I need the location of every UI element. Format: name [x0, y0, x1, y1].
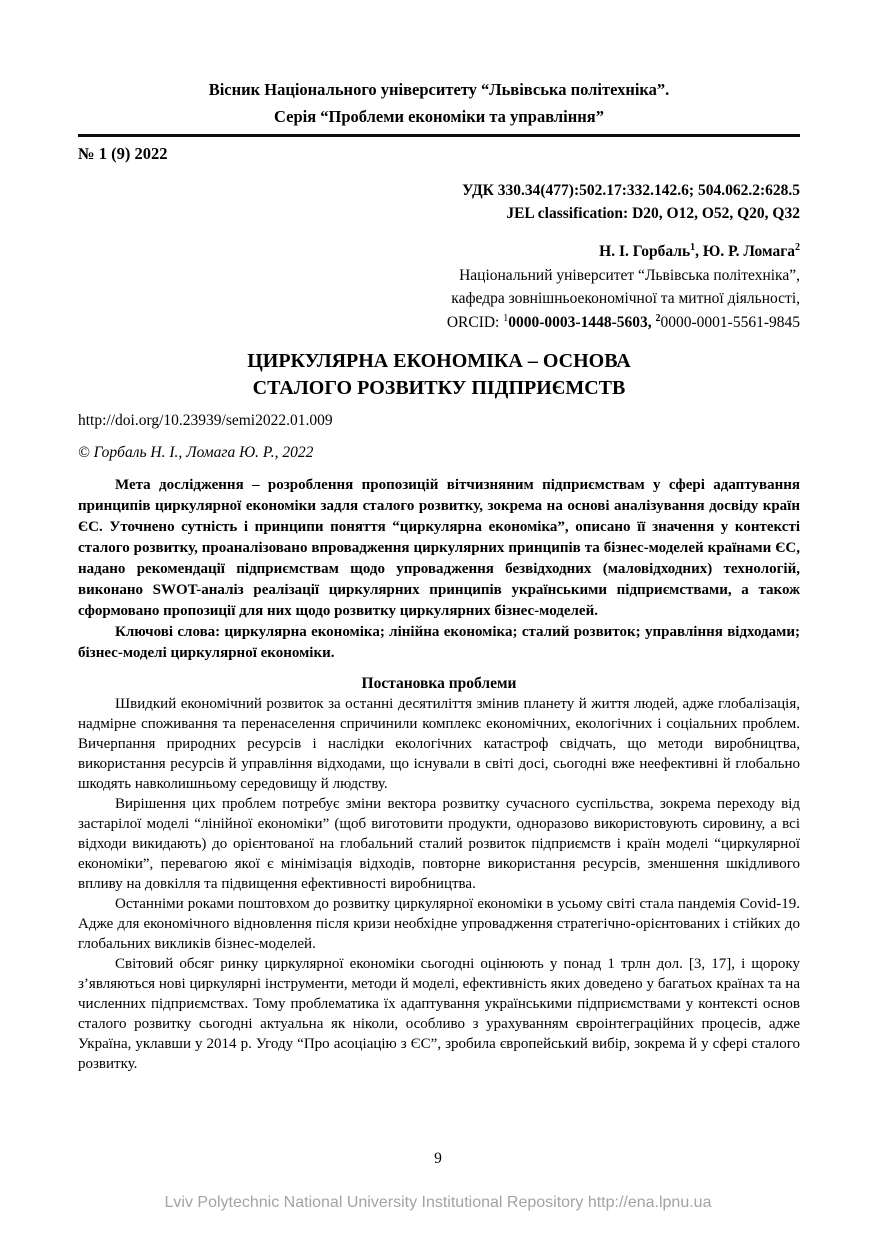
jel-line: JEL classification: D20, O12, O52, Q20, Q32 — [506, 205, 800, 222]
author-2-superscript: 2 — [795, 241, 800, 253]
doi-line: http://doi.org/10.23939/semi2022.01.009 — [78, 412, 333, 429]
affiliation-line-2: кафедра зовнішньоекономічної та митної діяльності, — [451, 290, 800, 307]
copyright-line: © Горбаль Н. І., Ломага Ю. Р., 2022 — [78, 444, 314, 461]
author-1-superscript: 1 — [690, 241, 696, 253]
orcid-2-superscript: 2 — [655, 312, 661, 324]
orcid-line — [78, 311, 800, 335]
orcid-label: ORCID: — [446, 313, 500, 331]
orcid-1-value: 0000-0003-1448-5603, — [508, 313, 652, 331]
udc-line — [78, 179, 800, 202]
article-title — [78, 348, 800, 402]
orcid-1-superscript: 1 — [503, 312, 509, 324]
abstract-text: Мета дослідження – розроблення пропозицій вітчизняним підприємствам у сфері адаптування принципів циркулярної економіки задля сталого розвитку, зокрема на основі аналізування досвіду країн ЄС. Уточнено сутність і принципи поняття “циркулярна економіка”, описано її значення у контексті сталого розвитку, проаналізовано впровадження циркулярних принципів та бізнес-моделей країнами ЄС, надано рекомендації підприємствам щодо упровадження безвідходних (маловідходних) технологій, виконано SWOT-аналіз реалізації циркулярних принципів українськими підприємствами, а також сформовано пропозиції для них щодо розвитку циркулярних бізнес-моделей. — [78, 477, 800, 619]
article-title-line-1: ЦИРКУЛЯРНА ЕКОНОМІКА – ОСНОВА — [247, 350, 631, 372]
body-paragraph-4: Світовий обсяг ринку циркулярної економіки сьогодні оцінюють у понад 1 трлн дол. [3, 17], і щороку з’являються нові циркулярні інструменти, методи й моделі, ефективність яких доведено у багатьох країнах та на численних підприємствах. Тому проблематика їх адаптування українськими підприємствами у контексті основ сталого розвитку сьогодні актуальна як ніколи, особливо з урахуванням євроінтеграційних процесів, адже Україна, уклавши у 2014 р. Угоду “Про асоціацію з ЄС”, зробила європейський вибір, зокрема й у сфері сталого розвитку. — [78, 956, 800, 1072]
authors-separator: , — [695, 243, 703, 260]
author-1-name: Н. І. Горбаль — [599, 243, 691, 260]
affiliation-line-1: Національний університет “Львівська політехніка”, — [459, 266, 800, 284]
article-title-line-2: СТАЛОГО РОЗВИТКУ ПІДПРИЄМСТВ — [252, 377, 626, 399]
udc-label: УДК — [462, 182, 498, 199]
classification-block — [78, 179, 800, 225]
body-paragraph-1: Швидкий економічний розвиток за останні десятиліття змінив планету й життя людей, адже глобалізація, надмірне споживання та перенаселення спричинили комплекс економічних, екологічних і соціальних проблем. Вичерпання природних ресурсів і наслідки екологічних катастроф свідчать, що методи виробництва, використання ресурсів й управління відходами, що існували в світі досі, сьогодні вже неефективні й глобально шкодять навколишньому середовищу й людству. — [78, 696, 800, 792]
journal-series-line: Серія “Проблеми економіки та управління” — [274, 107, 604, 126]
orcid-2-value: 0000-0001-5561-9845 — [660, 313, 800, 331]
repository-footer: Lviv Polytechnic National University Institutional Repository http://ena.lpnu.ua — [164, 1194, 712, 1211]
udc-value: 330.34(477):502.17:332.142.6; 504.062.2:628.5 — [497, 182, 800, 199]
keywords-text: Ключові слова: циркулярна економіка; лінійна економіка; сталий розвиток; управління відходами; бізнес-моделі циркулярної економіки. — [78, 624, 800, 661]
authors-line — [78, 240, 800, 264]
page-number: 9 — [434, 1150, 442, 1167]
issue-number: № 1 (9) 2022 — [78, 144, 168, 163]
header-rule — [78, 134, 800, 137]
body-paragraph-3: Останніми роками поштовхом до розвитку циркулярної економіки в усьому світі стала пандемія Covid-19. Адже для економічного відновлення після кризи необхідне упровадження стратегічно-орієнтованих і стійких до глобальних викликів бізнес-моделей. — [78, 896, 800, 952]
authors-block — [78, 240, 800, 334]
body-paragraph-2: Вирішення цих проблем потребує зміни вектора розвитку сучасного суспільства, зокрема переходу від застарілої моделі “лінійної економіки” (щоб виготовити продукти, одноразово використовують сировину, а всі відходи викидають) до орієнтованої на глобальний сталий розвиток підприємств і країн моделі “циркулярної економіки”, перевагою якої є мінімізація відходів, повторне використання ресурсів, зменшення шкідливого впливу на довкілля та підвищення ефективності виробництва. — [78, 796, 800, 892]
abstract-block — [78, 475, 800, 664]
journal-title-line: Вісник Національного університету “Львівська політехніка”. — [208, 80, 670, 99]
author-2-name: Ю. Р. Ломага — [702, 243, 795, 260]
journal-header — [78, 76, 800, 130]
section-heading: Постановка проблеми — [361, 675, 517, 692]
